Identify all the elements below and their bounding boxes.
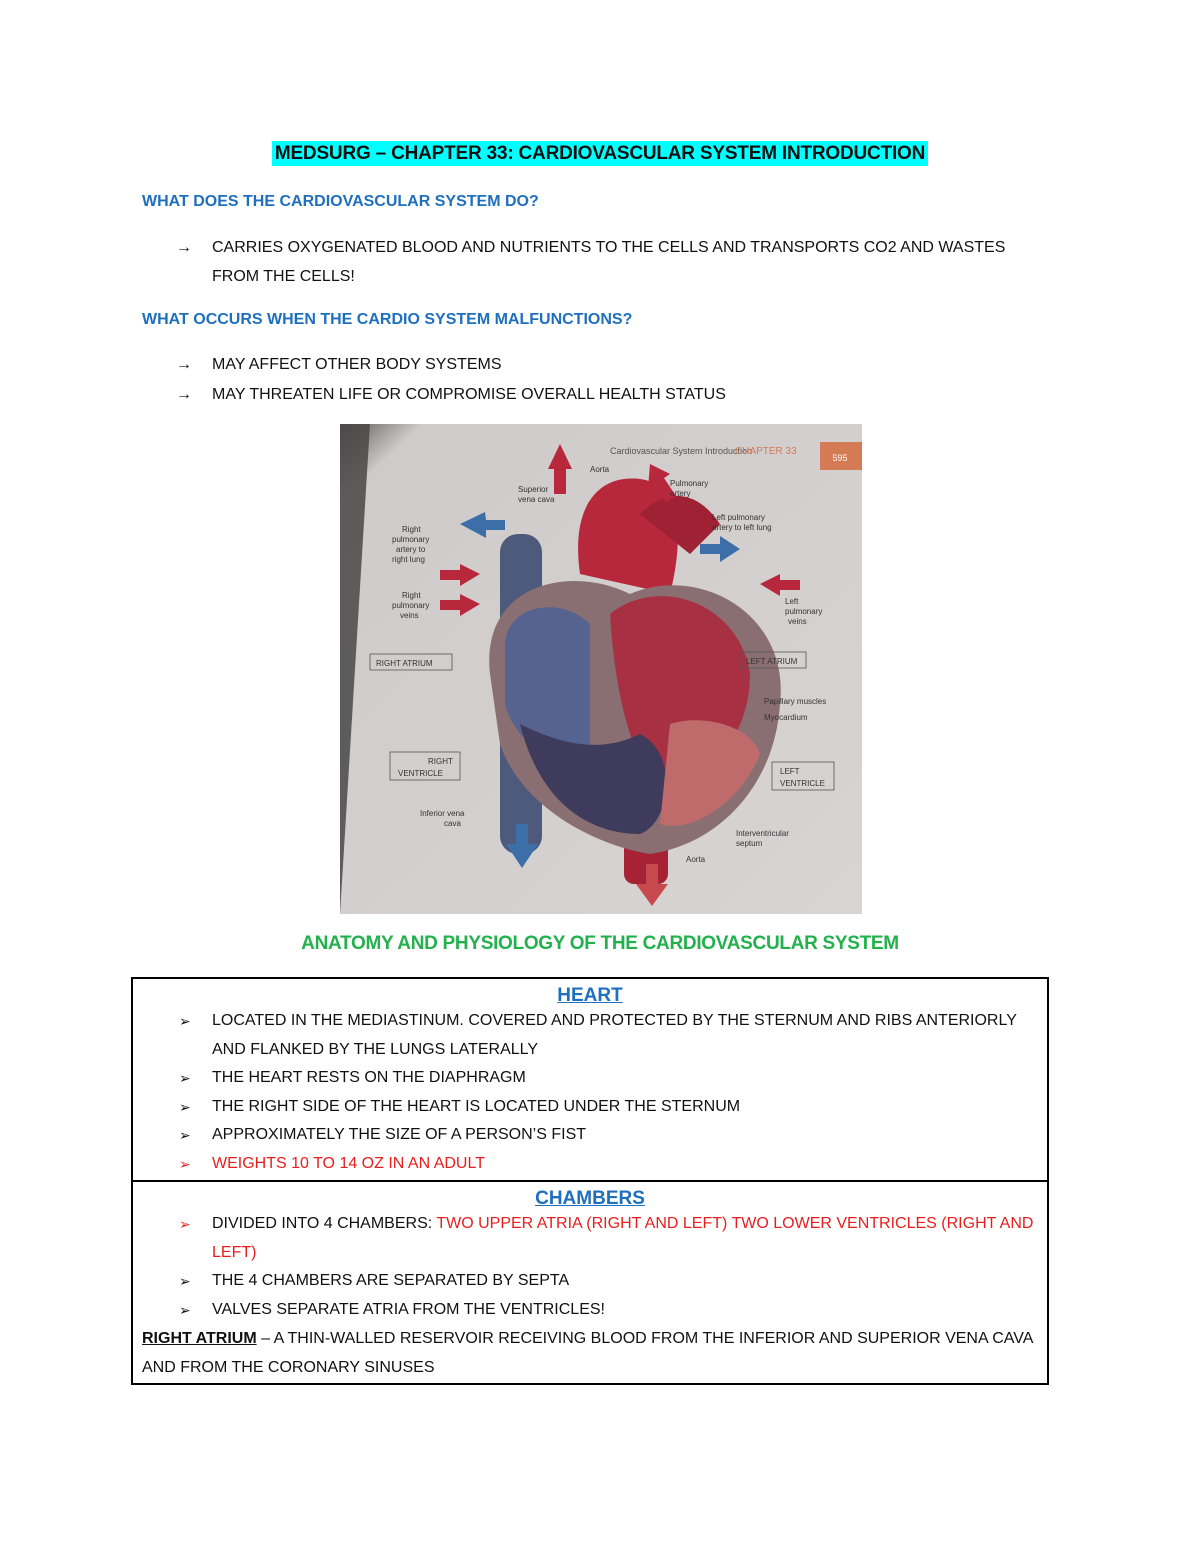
bullet-icon: ➢ [179,1216,191,1232]
bullet-icon: ➢ [179,1070,191,1086]
list-item-text: THE HEART RESTS ON THE DIAPHRAGM [212,1069,526,1086]
arrow-icon: → [176,386,192,403]
heart-diagram [340,424,862,914]
list-item-text: THE RIGHT SIDE OF THE HEART IS LOCATED UNDER THE STERNUM [212,1097,741,1115]
label-myocardium: Myocardium [764,713,808,722]
heart-heading: HEART [557,985,623,1006]
list-item [133,1007,1047,1064]
figure-header: Cardiovascular System Introduction [610,446,753,456]
heart-box [131,977,1049,1182]
list-item-text: VALVES SEPARATE ATRIA FROM THE VENTRICLES! [212,1300,605,1318]
page-title-text: MEDSURG – CHAPTER 33: CARDIOVASCULAR SYSTEM INTRODUCTION [272,141,928,166]
label-rpv-1: Right [402,591,421,600]
list-item-text: APPROXIMATELY THE SIZE OF A PERSON’S FIST [212,1126,587,1143]
list-item-text: LOCATED IN THE MEDIASTINUM. COVERED AND PROTECTED BY THE STERNUM AND RIBS ANTERIORLY AND FLANKED BY THE LUNGS LATERALLY [212,1012,1017,1058]
figure-page-number: 595 [832,453,848,463]
arrow-icon: → [176,239,192,256]
list-item-text: DIVIDED INTO 4 CHAMBERS: [212,1215,437,1232]
label-svc-2: vena cava [518,495,555,504]
label-lpv-3: veins [788,617,807,626]
list-item [133,1093,1047,1122]
label-ivc-2: cava [444,819,461,828]
question-heading-function: WHAT DOES THE CARDIOVASCULAR SYSTEM DO? [142,193,539,210]
label-ivc-1: Inferior vena [420,809,465,818]
section-title: ANATOMY AND PHYSIOLOGY OF THE CARDIOVASCULAR SYSTEM [301,933,899,954]
right-atrium-term: RIGHT ATRIUM [142,1330,257,1347]
label-lv-1: LEFT [780,767,800,776]
question-heading-malfunction: WHAT OCCURS WHEN THE CARDIO SYSTEM MALFUNCTIONS? [142,311,633,328]
list-item-text: MAY THREATEN LIFE OR COMPROMISE OVERALL HEALTH STATUS [212,386,726,403]
heart-diagram-photo [340,424,862,914]
right-atrium-definition: – A THIN-WALLED RESERVOIR RECEIVING BLOOD FROM THE INFERIOR AND SUPERIOR VENA CAVA AND FROM THE CORONARY SINUSES [142,1330,1033,1376]
chambers-heading: CHAMBERS [535,1188,645,1209]
list-item-text: WEIGHTS 10 TO 14 OZ IN AN ADULT [212,1154,485,1172]
label-pa-2: artery [670,489,691,498]
label-papillary: Papillary muscles [764,697,827,706]
label-svc-1: Superior [518,485,549,494]
label-aorta-top: Aorta [590,465,610,474]
bullet-icon: ➢ [179,1301,191,1318]
list-item-text: THE 4 CHAMBERS ARE SEPARATED BY SEPTA [212,1272,570,1289]
arrow-icon: → [176,356,192,373]
label-septum-2: septum [736,839,763,848]
list-item [133,1150,1047,1179]
label-lpa-1: Left pulmonary [712,513,765,522]
right-atrium-paragraph [133,1324,1047,1382]
label-lpv-1: Left [785,597,799,606]
label-pa-1: Pulmonary [670,479,709,488]
label-rpa-4: right lung [392,555,425,564]
list-item [133,1267,1047,1296]
label-left-atrium: LEFT ATRIUM [746,657,798,666]
figure-chapter: CHAPTER 33 [735,446,797,457]
label-rpv-2: pulmonary [392,601,430,610]
label-aorta-bottom: Aorta [686,855,706,864]
bullet-icon: ➢ [179,1013,191,1029]
list-item-text: CARRIES OXYGENATED BLOOD AND NUTRIENTS TO THE CELLS AND TRANSPORTS CO2 AND WASTES FROM THE CELLS! [212,239,1006,285]
label-rpa-2: pulmonary [392,535,430,544]
label-rpa-1: Right [402,525,421,534]
bullet-icon: ➢ [179,1273,191,1289]
list-item [133,1296,1047,1325]
label-lv-2: VENTRICLE [780,779,825,788]
bullet-icon: ➢ [179,1098,191,1115]
list-item [133,1121,1047,1150]
label-lpv-2: pulmonary [785,607,823,616]
bullet-icon: ➢ [179,1155,191,1172]
list-item [176,233,1012,291]
list-item-text: MAY AFFECT OTHER BODY SYSTEMS [212,356,502,373]
label-rpa-3: artery to [396,545,426,554]
list-item-highlight: TWO UPPER ATRIA (RIGHT AND LEFT) TWO LOWER VENTRICLES (RIGHT AND LEFT) [212,1215,1034,1261]
label-right-atrium: RIGHT ATRIUM [376,659,433,668]
label-septum-1: Interventricular [736,829,789,838]
bullet-icon: ➢ [179,1127,191,1143]
list-item [176,380,1012,409]
label-lpa-2: artery to left lung [712,523,772,532]
page-title [0,143,1200,165]
label-rv-2: VENTRICLE [398,769,443,778]
list-item [133,1064,1047,1093]
list-item [176,350,1012,379]
label-rpv-3: veins [400,611,419,620]
label-rv-1: RIGHT [428,757,453,766]
list-item [133,1210,1047,1267]
chambers-box [131,1180,1049,1385]
